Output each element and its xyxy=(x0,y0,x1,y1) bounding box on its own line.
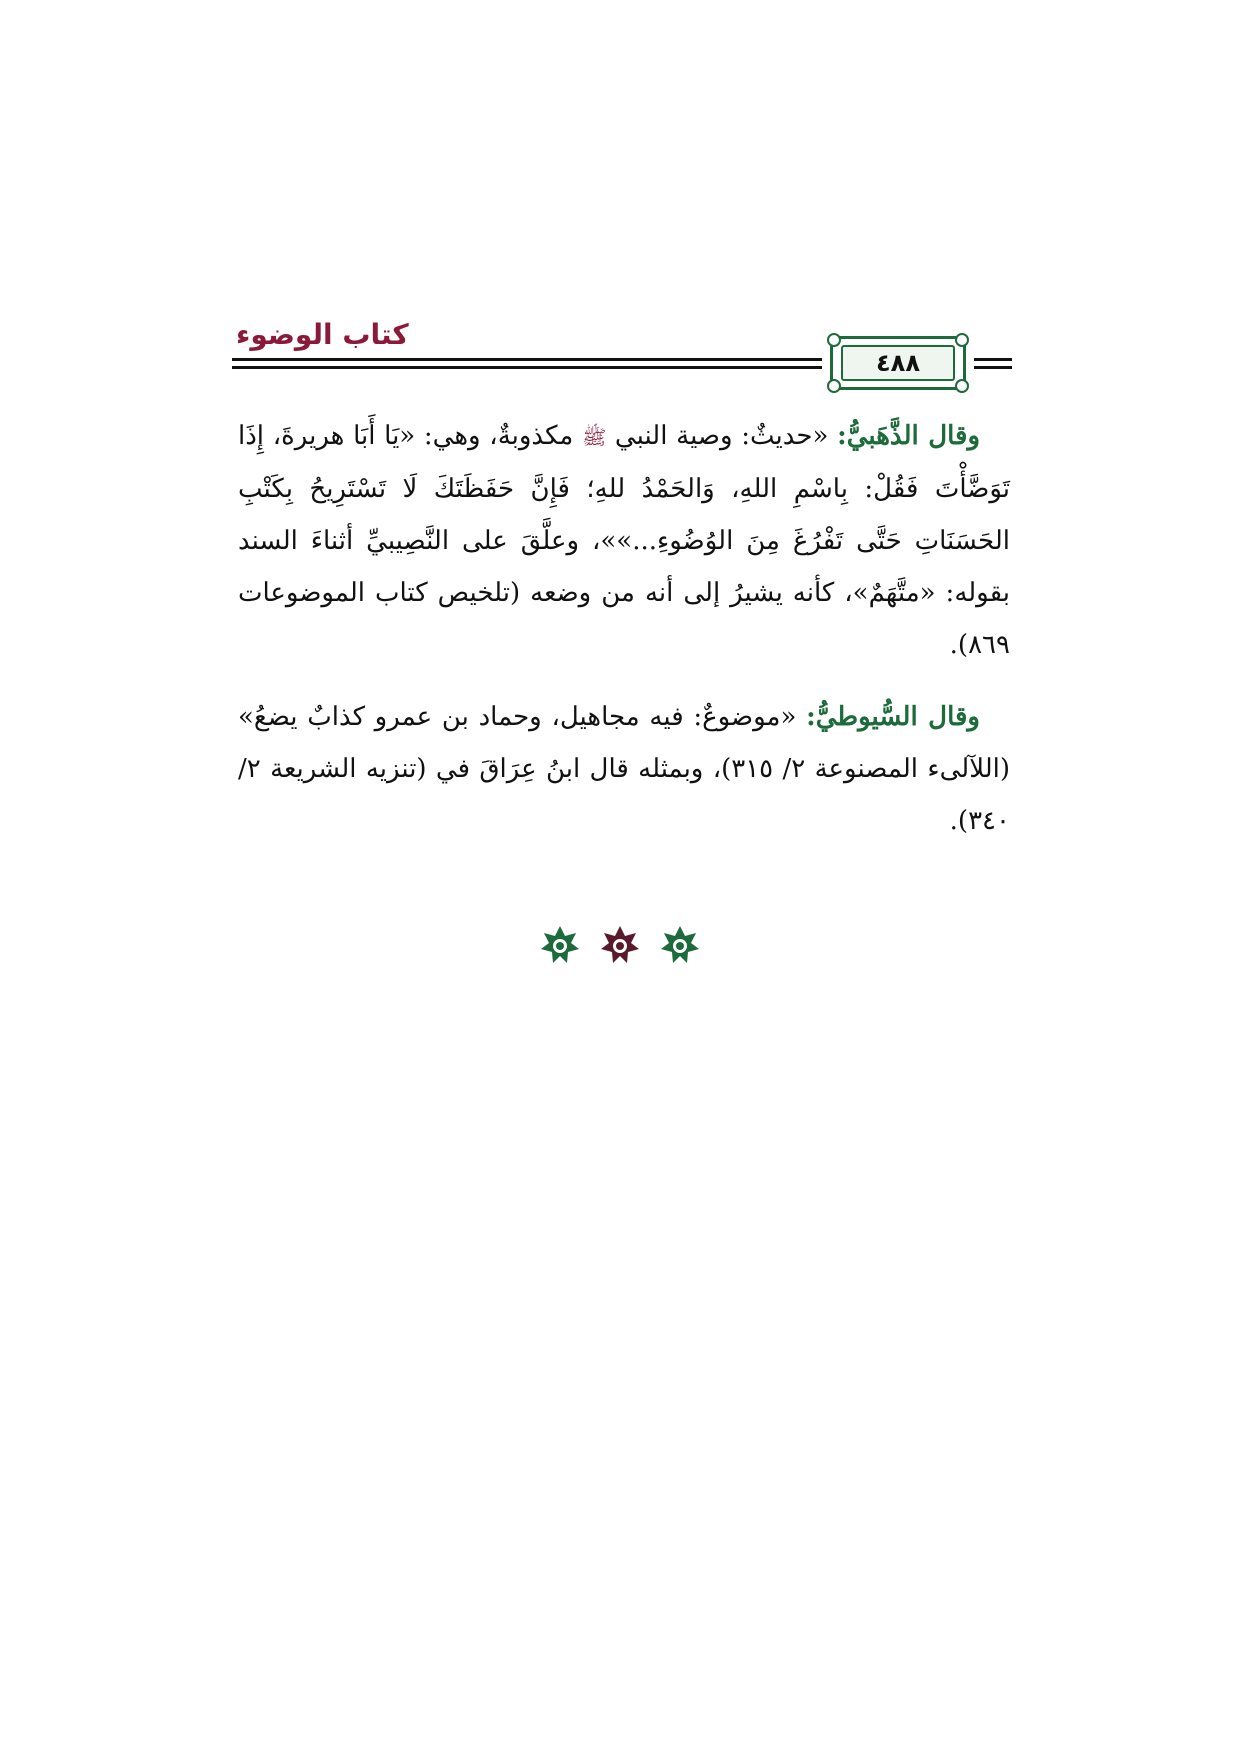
page-header xyxy=(232,312,1012,402)
paragraph-text: «حديثٌ: وصية النبي xyxy=(606,421,838,451)
badge-corner-icon xyxy=(827,333,841,347)
book-title: كتاب الوضوء xyxy=(236,318,409,351)
paragraph-suyuti xyxy=(238,691,1010,847)
page-number: ٤٨٨ xyxy=(876,349,920,377)
paragraph-text: «موضوعٌ: فيه مجاهيل، وحماد بن عمرو كذابٌ يضعُ» (اللآلىء المصنوعة ٢/ ٣١٥)، وبمثله قال ابنُ عِرَاقَ في (تنزيه الشريعة ٢/ ٣٤٠). xyxy=(238,702,1010,836)
star-ornament-icon xyxy=(600,925,640,965)
header-rule-right-bottom xyxy=(974,366,1012,369)
star-ornament-icon xyxy=(540,925,580,965)
page-number-badge xyxy=(830,336,966,390)
badge-corner-icon xyxy=(827,379,841,393)
speaker-name: وقال السُّيوطيُّ: xyxy=(806,702,980,732)
salawat-glyph: ﷺ xyxy=(582,425,607,449)
header-rule-top xyxy=(232,358,822,361)
badge-corner-icon xyxy=(955,333,969,347)
speaker-name: وقال الذَّهَبيُّ: xyxy=(837,421,981,451)
badge-corner-icon xyxy=(955,379,969,393)
page-number-frame xyxy=(841,345,955,381)
header-rule-bottom xyxy=(232,366,822,369)
paragraph-dhahabi xyxy=(238,410,1010,671)
star-ornament-icon xyxy=(660,925,700,965)
main-text xyxy=(238,410,1010,847)
header-rule-right-top xyxy=(974,358,1012,361)
section-end-ornaments xyxy=(540,920,700,970)
paragraph-text: مكذوبةٌ، وهي: «يَا أَبَا هريرةَ، إِذَا تَوَضَّأْتَ فَقُلْ: بِاسْمِ اللهِ، وَالحَمْدُ للهِ؛ فَإِنَّ حَفَظَتَكَ لَا تَسْتَرِيحُ بِكَتْبِ الحَسَنَاتِ حَتَّى تَفْرُغَ مِنَ الوُضُوءِ...»»، وعلَّقَ على النَّصِيبيِّ أثناءَ السند بقوله: «متَّهَمٌ»، كأنه يشيرُ إلى أنه من وضعه (تلخيص كتاب الموضوعات ٨٦٩). xyxy=(238,421,1010,660)
